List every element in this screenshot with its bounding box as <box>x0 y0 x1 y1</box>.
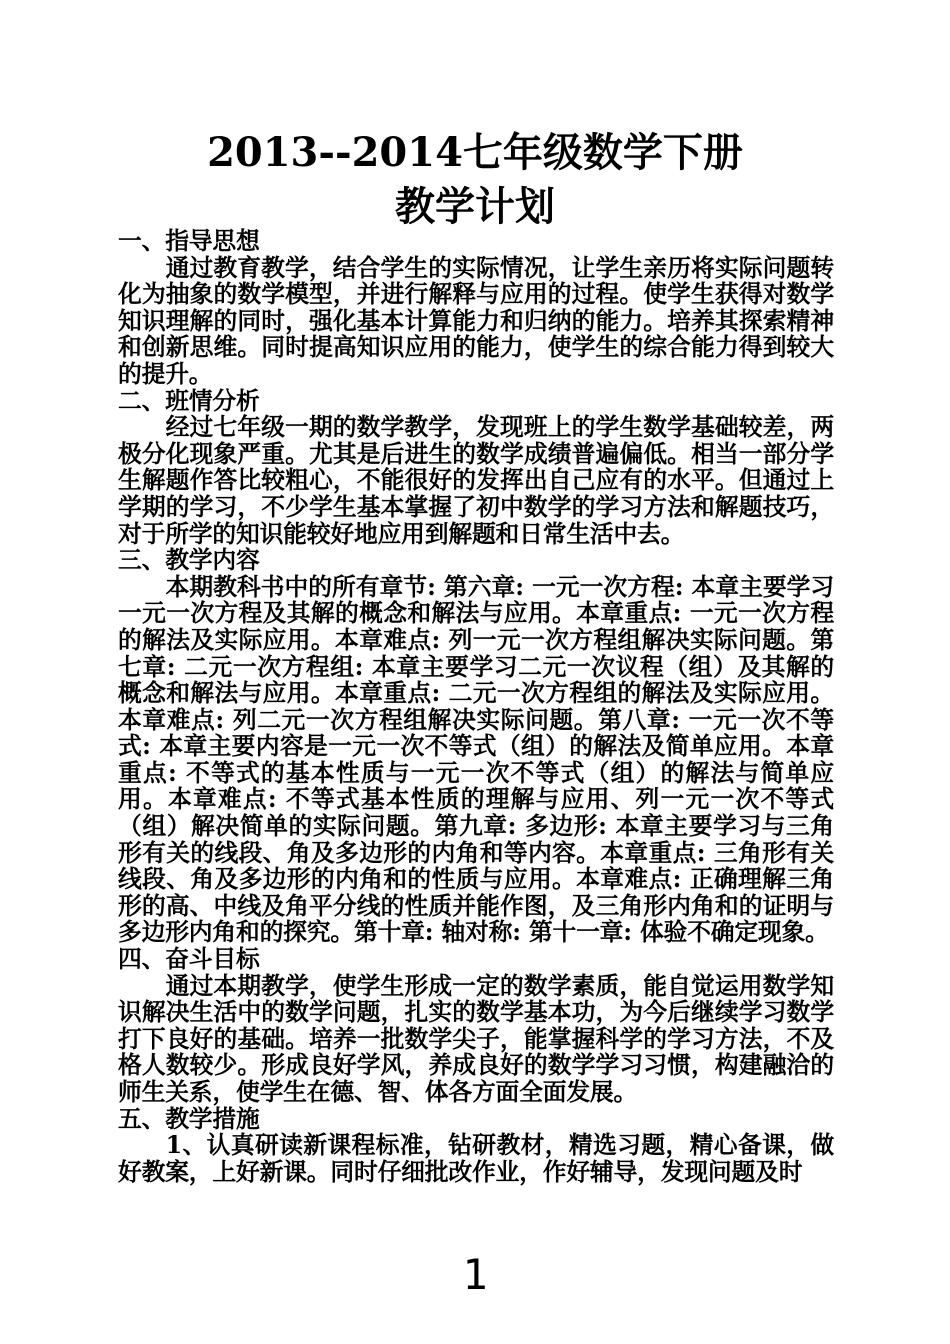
page-number: 1 <box>462 1250 488 1299</box>
document-body <box>118 228 834 1185</box>
section-class-analysis <box>118 388 834 548</box>
section-heading: 四、奋斗目标 <box>118 945 260 974</box>
section-goals <box>118 946 834 1106</box>
section-heading: 五、教学措施 <box>118 1104 260 1133</box>
section-heading: 三、教学内容 <box>118 546 260 575</box>
section-teaching-content <box>118 547 834 946</box>
section-paragraph: 1、认真研读新课程标准，钻研教材，精选习题，精心备课，做好教案，上好新课。同时仔细批改作业，作好辅导，发现问题及时 <box>118 1131 834 1186</box>
section-heading: 二、班情分析 <box>118 386 260 415</box>
page-title-line-2: 教学计划 <box>395 183 555 230</box>
section-paragraph: 通过本期教学，使学生形成一定的数学素质，能自觉运用数学知识解决生活中的数学问题，扎实的数学基本功，为今后继续学习数学打下良好的基础。培养一批数学尖子，能掌握科学的学习方法，不及格人数较少。形成良好学风，养成良好的数学学习习惯，构建融洽的师生关系，使学生在德、智、体各方面全面发展。 <box>118 971 834 1106</box>
section-teaching-measures <box>118 1106 834 1186</box>
section-heading: 一、指导思想 <box>118 227 260 255</box>
section-guiding-ideology <box>118 228 834 388</box>
section-paragraph: 经过七年级一期的数学教学，发现班上的学生数学基础较差，两极分化现象严重。尤其是后进生的数学成绩普遍偏低。相当一部分学生解题作答比较粗心，不能很好的发挥出自己应有的水平。但通过上学期的学习，不少学生基本掌握了初中数学的学习方法和解题技巧，对于所学的知识能较好地应用到解题和日常生活中去。 <box>118 413 834 548</box>
section-paragraph: 通过教育教学，结合学生的实际情况，让学生亲历将实际问题转化为抽象的数学模型，并进行解释与应用的过程。使学生获得对数学知识理解的同时，强化基本计算能力和归纳的能力。培养其探索精神和创新思维。同时提高知识应用的能力，使学生的综合能力得到较大的提升。 <box>118 253 834 388</box>
page-title-line-1: 2013--2014七年级数学下册 <box>207 129 743 176</box>
section-paragraph: 本期教科书中的所有章节: 第六章: 一元一次方程: 本章主要学习一元一次方程及其解的概念和解法与应用。本章重点: 一元一次方程的解法及实际应用。本章难点: 列一元一次方程组解决实际问题。第七章: 二元一次方程组: 本章主要学习二元一次议程（组）及其解的概念和解法与应用。本章重点: 二元一次方程组的解法及实际应用。本章难点: 列二元一次方程组解决实际问题。第八章: 一元一次不等式: 本章主要内容是一元一次不等式（组）的解法及简单应用。本章重点: 不等式的基本性质与一元一次不等式（组）的解法与简单应用。本章难点: 不等式基本性质的理解与应用、列一元一次不等式（组）解决简单的实际问题。第九章: 多边形: 本章主要学习与三角形有关的线段、角及多边形的内角和等内容。本章重点: 三角形有关线段、角及多边形的内角和的性质与应用。本章难点: 正确理解三角形的高、中线及角平分线的性质并能作图，及三角形内角和的证明与多边形内角和的探究。第十章: 轴对称: 第十一章: 体验不确定现象。 <box>118 572 834 947</box>
